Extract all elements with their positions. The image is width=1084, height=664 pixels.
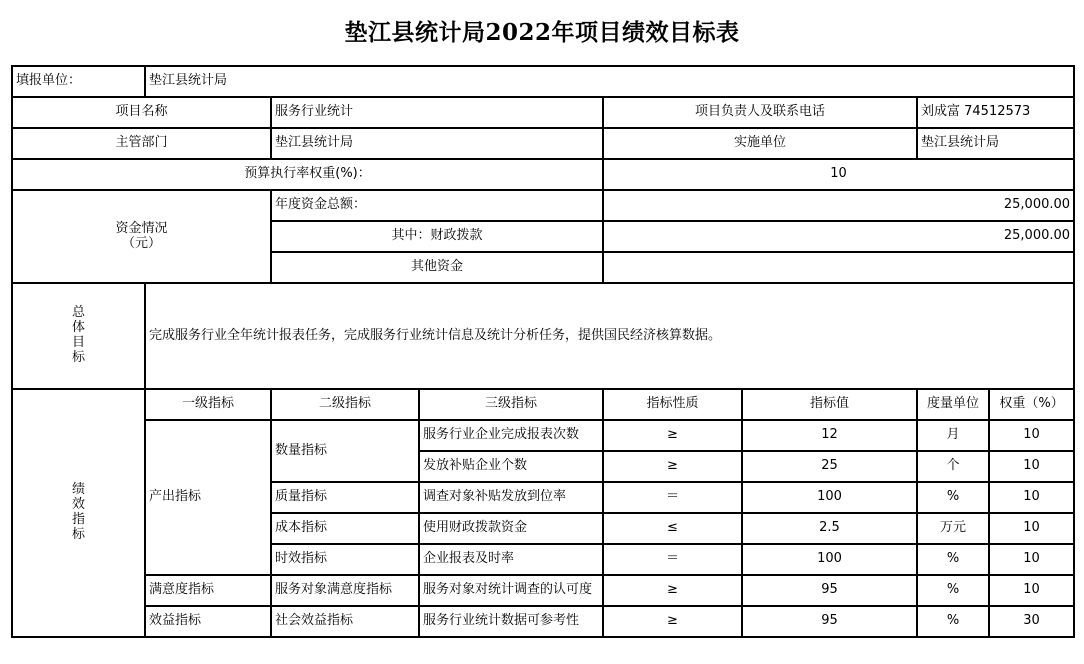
budget-weight-label: 预算执行率权重(%)： <box>12 159 603 190</box>
filler-label: 填报单位： <box>12 66 145 97</box>
indicator-value: 100 <box>742 482 917 513</box>
overall-goal-char: 目 <box>71 335 85 350</box>
indicator-name: 服务对象对统计调查的认可度 <box>419 575 603 606</box>
indicator-unit: % <box>917 575 989 606</box>
indicator-nature: ≥ <box>603 575 742 606</box>
header-nature: 指标性质 <box>603 389 742 420</box>
indicator-weight: 10 <box>989 451 1074 482</box>
indicator-row <box>12 575 1074 606</box>
level1-benefit: 效益指标 <box>145 606 271 637</box>
leader-label: 项目负责人及联系电话 <box>603 97 917 128</box>
indicator-nature: ＝ <box>603 544 742 575</box>
leader-value: 刘成富 74512573 <box>917 97 1074 128</box>
funds-fiscal-label: 其中：财政拨款 <box>271 221 603 252</box>
level2-quality: 质量指标 <box>271 482 419 513</box>
level1-satisfaction: 满意度指标 <box>145 575 271 606</box>
indicator-nature: ≥ <box>603 606 742 637</box>
department-value: 垫江县统计局 <box>271 128 603 159</box>
indicator-value: 12 <box>742 420 917 451</box>
project-name-value: 服务行业统计 <box>271 97 603 128</box>
performance-form-table <box>11 65 1075 638</box>
level1-output: 产出指标 <box>145 420 271 575</box>
indicator-unit: 月 <box>917 420 989 451</box>
header-value: 指标值 <box>742 389 917 420</box>
budget-weight-value: 10 <box>603 159 1074 190</box>
header-level2: 二级指标 <box>271 389 419 420</box>
indicator-nature: ≤ <box>603 513 742 544</box>
funds-total-row <box>12 190 1074 221</box>
indicator-value: 95 <box>742 606 917 637</box>
filler-row <box>12 66 1074 97</box>
department-label: 主管部门 <box>12 128 271 159</box>
header-unit: 度量单位 <box>917 389 989 420</box>
overall-goal-char: 体 <box>71 320 85 336</box>
header-level1: 一级指标 <box>145 389 271 420</box>
indicator-row <box>12 420 1074 451</box>
indicators-label-char: 标 <box>71 526 85 542</box>
overall-goal-row <box>12 283 1074 389</box>
project-name-label: 项目名称 <box>12 97 271 128</box>
indicator-name: 调查对象补贴发放到位率 <box>419 482 603 513</box>
funds-label-line2: （元） <box>121 235 161 251</box>
funds-fiscal-value: 25,000.00 <box>603 221 1074 252</box>
implementing-unit-label: 实施单位 <box>603 128 917 159</box>
indicator-value: 2.5 <box>742 513 917 544</box>
indicators-label-char: 指 <box>71 512 85 527</box>
indicator-nature: ≥ <box>603 451 742 482</box>
indicator-unit: % <box>917 482 989 513</box>
indicator-unit: % <box>917 606 989 637</box>
filler-value: 垫江县统计局 <box>145 66 1074 97</box>
indicator-nature: ≥ <box>603 420 742 451</box>
funds-total-label: 年度资金总额： <box>271 190 603 221</box>
department-row <box>12 128 1074 159</box>
funds-other-label: 其他资金 <box>271 252 603 283</box>
level2-cost: 成本指标 <box>271 513 419 544</box>
indicator-name: 使用财政拨款资金 <box>419 513 603 544</box>
level2-social: 社会效益指标 <box>271 606 419 637</box>
indicator-value: 25 <box>742 451 917 482</box>
indicators-label-char: 绩 <box>71 482 85 498</box>
indicators-label <box>12 389 145 637</box>
overall-goal-text: 完成服务行业全年统计报表任务，完成服务行业统计信息及统计分析任务，提供国民经济核算数据。 <box>145 283 1074 389</box>
level2-quantity: 数量指标 <box>271 420 419 482</box>
indicator-weight: 10 <box>989 420 1074 451</box>
indicator-value: 95 <box>742 575 917 606</box>
funds-label <box>12 190 271 283</box>
funds-label-line1: 资金情况 <box>115 220 168 236</box>
indicator-unit: 万元 <box>917 513 989 544</box>
indicators-label-char: 效 <box>71 497 85 513</box>
overall-goal-label <box>12 283 145 389</box>
indicator-weight: 10 <box>989 513 1074 544</box>
header-weight: 权重（%） <box>989 389 1074 420</box>
page-title: 垫江县统计局2022年项目绩效目标表 <box>344 19 740 46</box>
funds-other-value <box>603 252 1074 283</box>
indicator-weight: 30 <box>989 606 1074 637</box>
indicator-name: 服务行业企业完成报表次数 <box>419 420 603 451</box>
funds-total-value: 25,000.00 <box>603 190 1074 221</box>
project-name-row <box>12 97 1074 128</box>
indicator-header-row <box>12 389 1074 420</box>
overall-goal-char: 总 <box>71 305 85 321</box>
indicator-weight: 10 <box>989 482 1074 513</box>
header-level3: 三级指标 <box>419 389 603 420</box>
indicator-value: 100 <box>742 544 917 575</box>
indicator-weight: 10 <box>989 544 1074 575</box>
level2-timeliness: 时效指标 <box>271 544 419 575</box>
implementing-unit-value: 垫江县统计局 <box>917 128 1074 159</box>
indicator-name: 发放补贴企业个数 <box>419 451 603 482</box>
indicator-weight: 10 <box>989 575 1074 606</box>
indicator-name: 服务行业统计数据可参考性 <box>419 606 603 637</box>
indicator-name: 企业报表及时率 <box>419 544 603 575</box>
budget-weight-row <box>12 159 1074 190</box>
level2-satisfaction: 服务对象满意度指标 <box>271 575 419 606</box>
indicator-nature: ＝ <box>603 482 742 513</box>
overall-goal-char: 标 <box>71 349 85 365</box>
indicator-unit: 个 <box>917 451 989 482</box>
indicator-unit: % <box>917 544 989 575</box>
indicator-row <box>12 606 1074 637</box>
